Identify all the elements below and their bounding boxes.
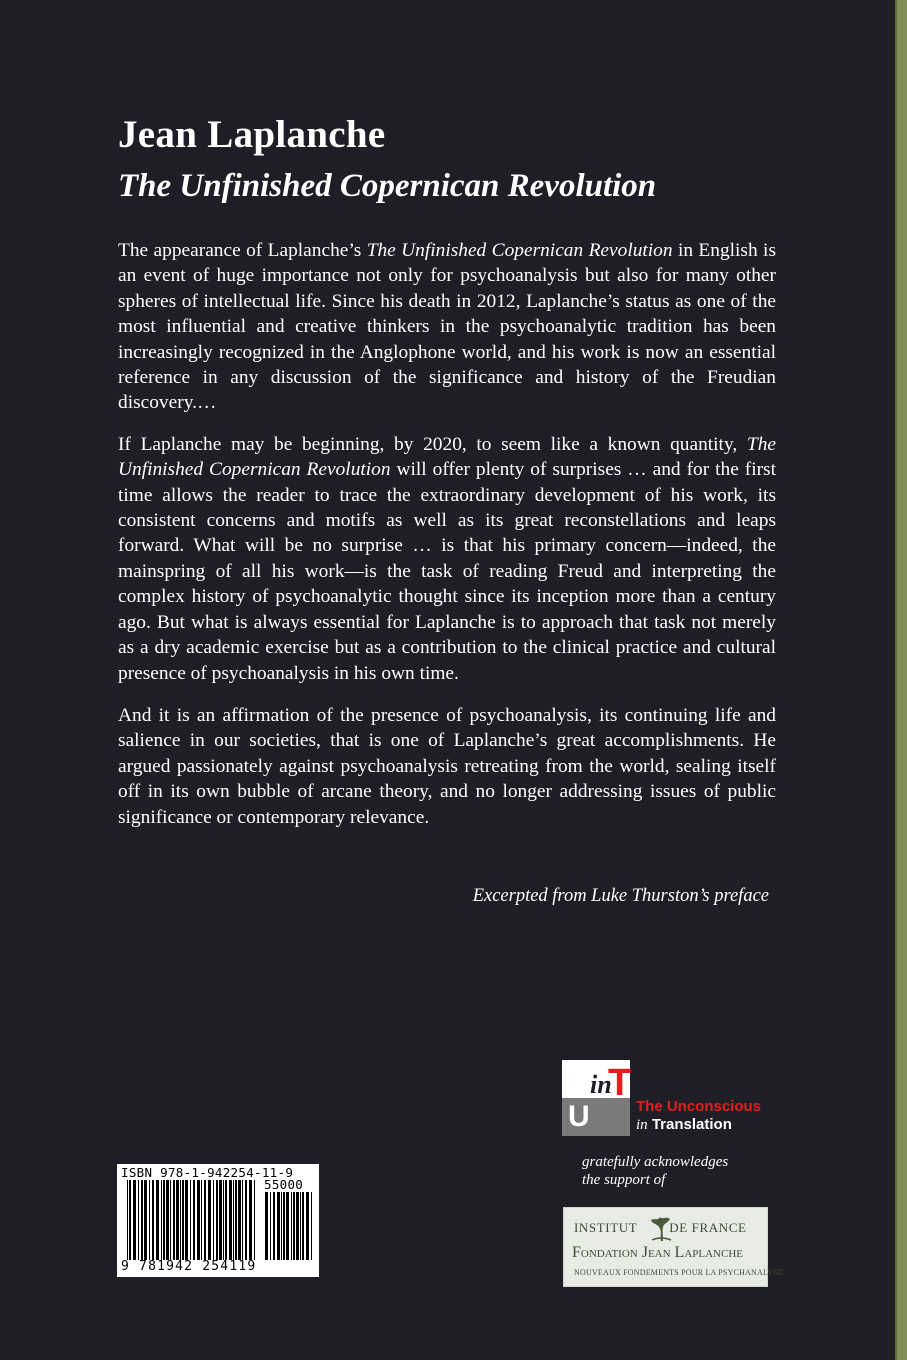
uit-name-line2: in Translation [636, 1116, 732, 1133]
institut-de-france-logo [563, 1207, 783, 1287]
book-title-inline: The Unfinished Copernican Revolution [366, 240, 673, 261]
fondation-tagline: NOUVEAUX FONDEMENTS POUR LA PSYCHANALYSE [574, 1268, 783, 1277]
blurb-paragraph-1: The appearance of Laplanche’s The Unfinished Copernican Revolution in English is an event of huge importance not only for psychoanalysis but also for many other spheres of intellectual life. Since his death in 2012, Laplanche’s status as one of the most influential and creative thinkers in the psychoanalytic tradition has been increasingly recognized in the Anglophone world, and his work is now an essential reference in any discussion of the significance and history of the Freudian discovery.… [118, 240, 776, 414]
author-name: Jean Laplanche [118, 113, 386, 156]
institut-line1: INSTITUT DE FRANCE [574, 1220, 747, 1235]
blurb-paragraph-2: If Laplanche may be beginning, by 2020, to seem like a known quantity, The Unfinished Copernican Revolution will offer plenty of surprises … and for the first time allows the reader to trace the extraordinary development of his work, its consistent concerns and motifs as well as its great reconstellations and leaps forward. What will be no surprise … is that his primary concern—indeed, the mainspring of all his work—is the task of reading Freud and interpreting the complex history of psychoanalytic thought since its inception more than a century ago. But what is always essential for Laplanche is to approach that task not merely as a dry academic exercise but as a contribution to the clinical practice and cultural presence of psychoanalysis in his own time. [118, 433, 776, 684]
preface-attribution: Excerpted from Luke Thurston’s preface [472, 886, 769, 906]
fondation-name: Fondation Jean Laplanche [572, 1244, 743, 1261]
barcode-addon-bars [265, 1192, 313, 1260]
book-title: The Unfinished Copernican Revolution [118, 168, 657, 204]
spine-edge [895, 0, 907, 1360]
uit-logo [562, 1060, 762, 1138]
book-title-inline: The Unfinished Copernican Revolution [118, 433, 776, 481]
isbn-number: ISBN 978-1-942254-11-9 [121, 1165, 294, 1180]
blurb-text [118, 238, 776, 846]
barcode-bars [127, 1180, 255, 1260]
acknowledgement-text: gratefully acknowledges the support of [582, 1154, 729, 1188]
price-code: 55000 [264, 1177, 304, 1192]
barcode-digits: 9 781942 254119 [121, 1259, 257, 1274]
isbn-barcode [117, 1164, 319, 1277]
uit-mark-icon: U in T [562, 1060, 630, 1136]
uit-name-line1: The Unconscious [636, 1098, 762, 1115]
blurb-paragraph-3: And it is an affirmation of the presence of psychoanalysis, its continuing life and salience in our societies, that is one of Laplanche’s great accomplishments. He argued passionately against psychoanalysis retreating from the world, sealing itself off in its own bubble of arcane theory, and no longer addressing issues of public significance or contemporary relevance. [118, 704, 776, 828]
